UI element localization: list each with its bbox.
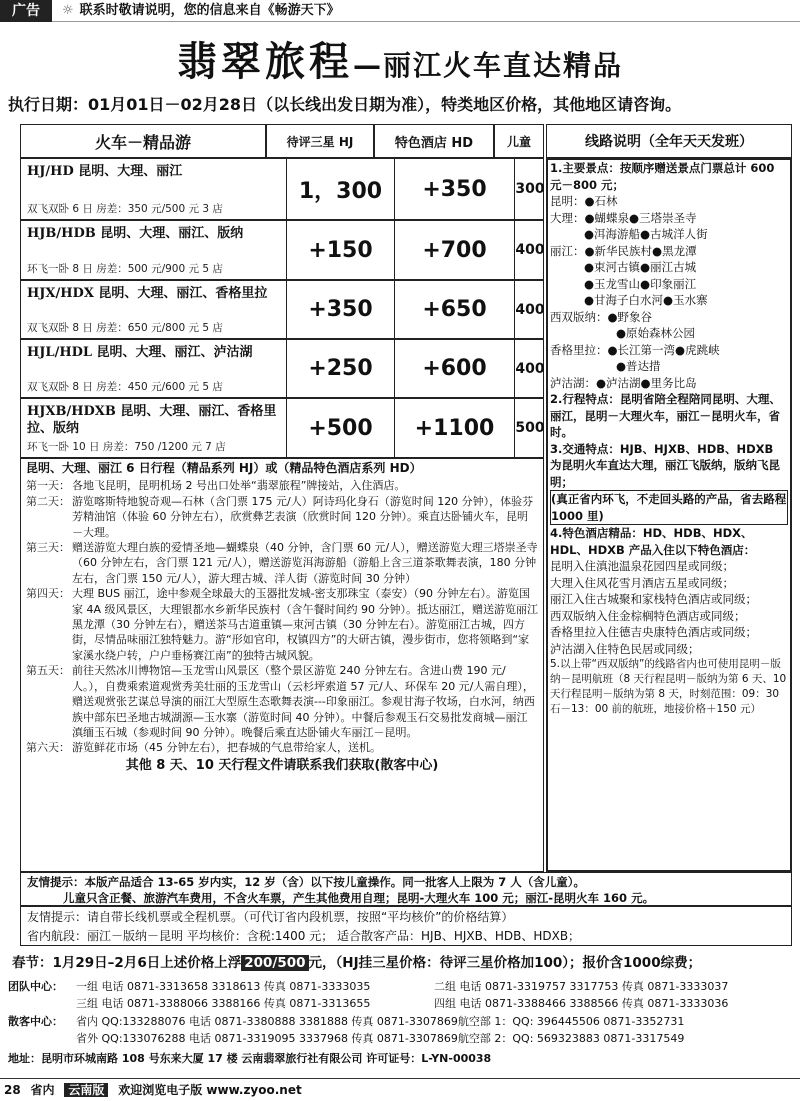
price-child: 400 <box>514 340 545 397</box>
footer-slogan[interactable]: 欢迎浏览电子版 www.zyoo.net <box>118 1083 302 1097</box>
contact-cell: 三组 电话 0871-3388066 3388166 传真 0871-3313655 <box>76 997 371 1011</box>
notes-line: 泸沽湖：●泸沽湖●里务比岛 <box>550 375 697 390</box>
price-hd: +700 <box>394 221 514 279</box>
day-text: 游览喀斯特地貌奇观—石林（含门票 175 元/人）阿诗玛化身石（游览时间 120 分钟），体验芬芳精油馆（体验 60 分钟左右），欣赏彝艺表演（欣赏时间 120 分钟）。乘直达卧铺火车，昆明－大理。 <box>72 494 534 539</box>
table-row <box>20 280 544 339</box>
notes-line: 5.以上带“西双版纳”的线路省内也可使用昆明－版纳－昆明航班（8 天行程昆明－版纳为第 6 天、10 天行程昆明－版纳为第 8 天，时刻范围：09：30 石－13：00 前的航班，地接价格＋150 元） <box>550 658 787 715</box>
edition-badge: 云南版 <box>64 1083 108 1097</box>
day-label: 第三天： <box>26 541 70 555</box>
title-subtitle: 丽江火车直达精品 <box>382 49 623 82</box>
route-notes <box>546 158 792 872</box>
notes-line: 2.行程特点：昆明省陪全程陪同昆明、大理、丽江，昆明－大理火车，丽江－昆明火车，省时。 <box>550 392 781 439</box>
itinerary-day <box>26 494 538 540</box>
notes-line: 大理入住风花雪月酒店五星或同级； <box>550 575 734 590</box>
day-text: 大理 BUS 丽江，途中参观全球最大的玉器批发城-密支那珠宝（泰安）（90 分钟左右）。游览国家 4A 级风景区，大理银都水乡新华民族村（含午餐时间约 90 分钟）。抵达丽江，赠送游览丽江黑龙潭（30 分钟左右），赠送茶马古道重镇—束河古镇（30 分钟左右）。游览丽江古城，四方街，尽情品味丽江独特魅力。游“形如官印，权镇四方”的大研古镇，漫步街市，您将领略到“家家溪水绕户转，户户垂杨赛江南”的独特古城风貌。 <box>72 587 539 662</box>
page-number: 28 <box>4 1083 21 1097</box>
notes-line: ●玉龙雪山●印象丽江 <box>584 276 697 291</box>
route-name: HJB/HDB 昆明、大理、丽江、版纳 <box>27 226 244 241</box>
contact-cell: 航空部 1：QQ: 396445506 0871-3352731 <box>457 1014 685 1028</box>
contact-row <box>8 978 792 995</box>
price-hd: +650 <box>394 281 514 338</box>
notes-line: ●洱海游船●古城洋人街 <box>584 227 708 241</box>
itinerary-day <box>26 540 538 586</box>
header-note <box>62 0 340 22</box>
price-child: 400 <box>514 221 545 279</box>
route-meta: 环飞一卧 10 日 房差：750 /1200 元 7 店 <box>27 441 226 453</box>
spring-pre: 春节：1月29日–2月6日上述价格上浮 <box>12 955 242 971</box>
notes-line: 西双版纳：●野象谷 <box>550 309 653 324</box>
day-label: 第五天： <box>26 664 70 678</box>
title-dash: — <box>352 49 383 82</box>
day-label: 第二天： <box>26 494 70 508</box>
contact-label <box>8 995 76 1012</box>
page-title <box>0 30 800 86</box>
contact-cell: 四组 电话 0871-3388466 3388566 传真 0871-3333036 <box>434 997 729 1011</box>
tips-line: 儿童只含正餐、旅游汽车费用，不含火车票，产生其他费用自理；昆明-大理火车 100 元；丽江-昆明火车 160 元。 <box>63 891 655 905</box>
contact-cell: 二组 电话 0871-3319757 3317753 传真 0871-3333037 <box>434 980 729 993</box>
contact-cell: 航空部 2：QQ: 569323883 0871-3317549 <box>457 1032 685 1046</box>
notes-line: ●束河古镇●丽江古城 <box>584 260 697 274</box>
price-child: 400 <box>514 281 545 338</box>
notes-line: 丽江入住古城聚和家栈特色酒店或同级； <box>550 592 757 606</box>
col-header-child: 儿童 <box>494 124 544 158</box>
day-label: 第四天： <box>26 587 70 601</box>
brand-title: 翡翠旅程 <box>176 38 353 85</box>
notes-line: 3.交通特点：HJB、HJXB、HDB、HDXB 为昆明火车直达大理，丽江飞版纳，版纳飞昆明； <box>550 441 780 489</box>
day-text: 游览鲜花市场（45 分钟左右），把春城的气息带给家人，送机。 <box>72 741 381 755</box>
spring-festival-note <box>12 952 792 974</box>
notes-line: 昆明入住滇池温泉花园四星或同级； <box>550 559 734 573</box>
notes-line: 西双版纳入住金棕榈特色酒店或同级； <box>550 608 746 623</box>
table-row <box>20 339 544 398</box>
itinerary-box <box>20 458 544 872</box>
page-footer <box>0 1078 800 1100</box>
itinerary-day <box>26 663 538 740</box>
col-header-hd: 特色酒店 HD <box>374 124 494 158</box>
route-name: HJ/HD 昆明、大理、丽江 <box>27 164 183 179</box>
itinerary-heading: 昆明、大理、丽江 6 日行程（精品系列 HJ）或（精品特色酒店系列 HD） <box>26 461 422 475</box>
header-note-text: 联系时敬请说明，您的信息来自《畅游天下》 <box>79 3 340 18</box>
col-header-notes: 线路说明（全年天天发班） <box>546 124 792 158</box>
friendly-tips-flights <box>20 906 792 946</box>
contact-row <box>8 1013 792 1030</box>
day-text: 前往天然冰川博物馆—玉龙雪山风景区（整个景区游览 240 分钟左右。含进山费 190 元/人。），自费乘索道观赏秀美壮丽的玉龙雪山（云杉坪索道 57 元/人、环保车 20 元/人需自理），赠送观赏张艺谋总导演的丽江大型原生态歌舞表演---印象丽江。参观甘海子牧场，白水河，纳西族中部东巴圣地古城湖源—玉水寨（游览时间 40 分钟）。中餐后参观玉石交易批发商城—丽江滇缅玉石城（参观时间 90 分钟）。晚餐后乘直达卧铺火车丽江－昆明。 <box>72 664 535 739</box>
price-hj: +150 <box>286 221 394 279</box>
table-row <box>20 220 544 280</box>
day-label: 第一天： <box>26 479 70 493</box>
itinerary-day <box>26 740 538 755</box>
itinerary-footer: 其他 8 天、10 天行程文件请联系我们获取(散客中心) <box>125 757 439 773</box>
col-header-route: 火车－精品游 <box>20 124 266 158</box>
friendly-tips-children <box>20 872 792 906</box>
price-hd: +350 <box>394 159 514 219</box>
route-meta: 双飞双卧 6 日 房差：350 元/500 元 3 店 <box>27 203 223 215</box>
notes-line: ●甘海子白水河●玉水寨 <box>584 293 708 307</box>
table-row <box>20 398 544 458</box>
notes-line: 香格里拉：●长江第一湾●虎跳峡 <box>550 342 720 357</box>
route-name: HJXB/HDXB 昆明、大理、丽江、香格里拉、版纳 <box>27 404 277 436</box>
contact-label: 散客中心： <box>8 1014 63 1028</box>
contact-label: 团队中心： <box>8 980 63 993</box>
table-row <box>20 158 544 220</box>
contact-cell: 一组 电话 0871-3313658 3318613 传真 0871-3333035 <box>76 980 371 993</box>
tips-line: 友情提示：本版产品适合 13-65 岁内实，12 岁（含）以下按儿童操作。同一批客人上限为 7 人（含儿童）。 <box>27 875 586 889</box>
tips-line: 友情提示：请自带长线机票或全程机票。（可代订省内段机票，按照“平均核价”的价格结算） <box>27 910 514 924</box>
contact-row <box>8 995 792 1012</box>
route-meta: 双飞双卧 8 日 房差：650 元/800 元 5 店 <box>27 322 223 334</box>
route-name: HJL/HDL 昆明、大理、丽江、泸沽湖 <box>27 345 253 360</box>
price-hj: +500 <box>286 399 394 457</box>
ad-tag: 广告 <box>0 0 52 22</box>
itinerary-day <box>26 478 538 493</box>
notes-line: 香格里拉入住德吉央康特色酒店或同级； <box>550 625 757 639</box>
route-name: HJX/HDX 昆明、大理、丽江、香格里拉 <box>27 286 268 301</box>
day-text: 各地飞昆明，昆明机场 2 号出口处举“翡翠旅程”牌接站，入住酒店。 <box>72 479 406 493</box>
footer-province: 省内 <box>30 1083 55 1097</box>
price-hj: 1，300 <box>286 159 394 219</box>
price-child: 300 <box>514 159 545 219</box>
company-address: 地址：昆明市环城南路 108 号东来大厦 17 楼 云南翡翠旅行社有限公司 许可证号：L-YN-00038 <box>8 1052 492 1065</box>
spring-surcharge: 200/500 <box>241 955 308 971</box>
route-meta: 环飞一卧 8 日 房差：500 元/900 元 5 店 <box>27 263 223 275</box>
col-header-hj: 待评三星 HJ <box>266 124 374 158</box>
notes-line: 1.主要景点：按顺序赠送景点门票总计 600 元－800 元； <box>550 161 775 192</box>
day-label: 第六天： <box>26 741 70 755</box>
route-meta: 双飞双卧 8 日 房差：450 元/600 元 5 店 <box>27 381 223 393</box>
sun-icon: ☼ <box>62 3 74 18</box>
day-text: 赠送游览大理白族的爱情圣地—蝴蝶泉（40 分钟，含门票 60 元/人），赠送游览大理三塔崇圣寺（60 分钟左右，含门票 121 元/人），赠送游览洱海游船（游船上含三道茶歌舞表演，180 分钟左右，含门票 150 元/人），游大理古城、洋人街（游览时间 30 分钟） <box>72 541 538 585</box>
execution-dates: 执行日期：01月01日－02月28日（以长线出发日期为准），特类地区价格，其他地区请咨询。 <box>8 95 682 114</box>
notes-line: 昆明：●石林 <box>550 194 618 208</box>
price-child: 500 <box>514 399 545 457</box>
price-hj: +350 <box>286 281 394 338</box>
notes-line: 丽江：●新华民族村●黑龙潭 <box>550 243 697 258</box>
notes-line: ●普达措 <box>616 359 661 373</box>
price-hd: +1100 <box>394 399 514 457</box>
notes-line: 泸沽湖入住特色民居或同级； <box>550 641 700 656</box>
contact-cell: 省外 QQ:133076288 电话 0871-3319095 3337968 传真 0871-3307869 <box>76 1032 458 1046</box>
price-hj: +250 <box>286 340 394 397</box>
contact-row <box>8 1030 792 1047</box>
itinerary-day <box>26 586 538 663</box>
ad-header-bar <box>0 0 800 22</box>
contact-cell: 省内 QQ:133288076 电话 0871-3380888 3381888 传真 0871-3307869 <box>76 1014 458 1028</box>
spring-post: 元，（HJ挂三星价格：待评三星价格加100）；报价含1000综费； <box>308 955 702 971</box>
tips-line: 省内航段：丽江－版纳－昆明 平均核价：含税:1400 元； 适合散客产品：HJB、HJXB、HDB、HDXB； <box>27 929 581 943</box>
contact-label <box>8 1030 76 1047</box>
notes-line: ●原始森林公园 <box>616 326 696 340</box>
notes-line: 大理：●蝴蝶泉●三塔崇圣寺 <box>550 210 697 225</box>
notes-line: (真正省内环飞，不走回头路的产品，省去路程 1000 里) <box>550 490 788 525</box>
price-hd: +600 <box>394 340 514 397</box>
notes-line: 4.特色酒店精品：HD、HDB、HDX、HDL、HDXB 产品入住以下特色酒店： <box>550 526 756 557</box>
